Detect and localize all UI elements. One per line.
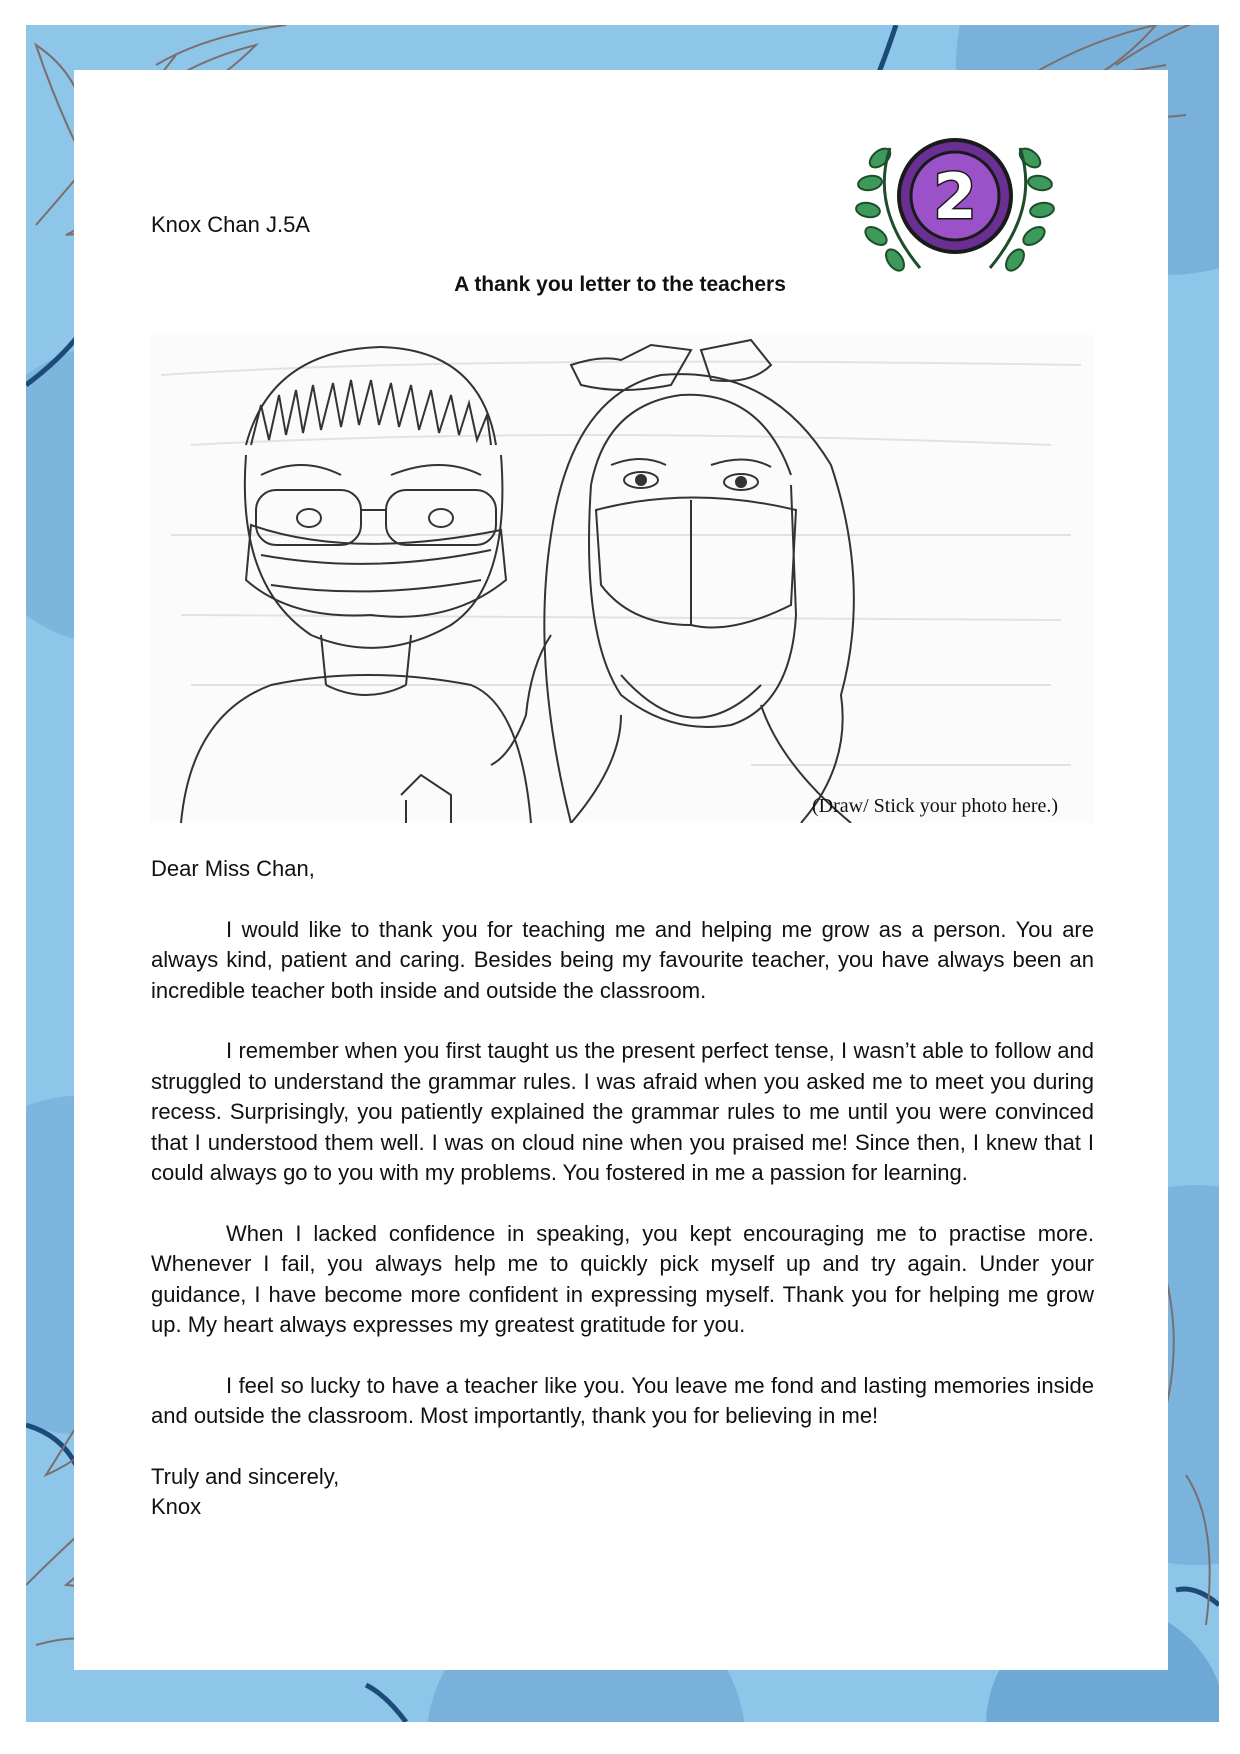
photo-caption: (Draw/ Stick your photo here.) [812,795,1059,817]
letter-paragraph: I feel so lucky to have a teacher like you. You leave me fond and lasting memories inside and outside the classroom. Most importantly, thank you for believing in me! [151,1372,1094,1428]
letter-body [151,854,1094,1523]
letter-greeting: Dear Miss Chan, [151,856,315,881]
letter-closing: Truly and sincerely, [151,1463,340,1489]
letter-paragraph: I would like to thank you for teaching me and helping me grow as a person. You are always kind, patient and caring. Besides being my favourite teacher, you have always been an incredible teacher both inside and outside the classroom. [151,916,1094,1003]
author-line: Knox Chan J.5A [151,212,310,237]
letter-paragraph: I remember when you first taught us the present perfect tense, I wasn’t able to follow and struggled to understand the grammar rules. I was afraid when you asked me to meet you during recess. Surprisingly, you patiently explained the grammar rules to me until you were convinced that I understood them well. I was on cloud nine when you praised me! Since then, I knew that I could always go to you with my problems. You fostered in me a passion for learning. [151,1038,1094,1185]
letter-title-text: A thank you letter to the teachers [454,273,786,296]
student-teacher-drawing [151,335,1094,823]
letter-signature: Knox [151,1494,202,1519]
letter-paragraph: When I lacked confidence in speaking, you kept encouraging me to practise more. Whenever I fail, you always help me to quickly pick myself up and try again. Under your guidance, I have become more confident in expressing myself. Thank you for helping me grow up. My heart always expresses my greatest gratitude for you. [151,1220,1094,1337]
second-place-medal-icon [850,118,1060,298]
medal-number: 2 [933,160,977,233]
letter-title [0,273,1240,297]
